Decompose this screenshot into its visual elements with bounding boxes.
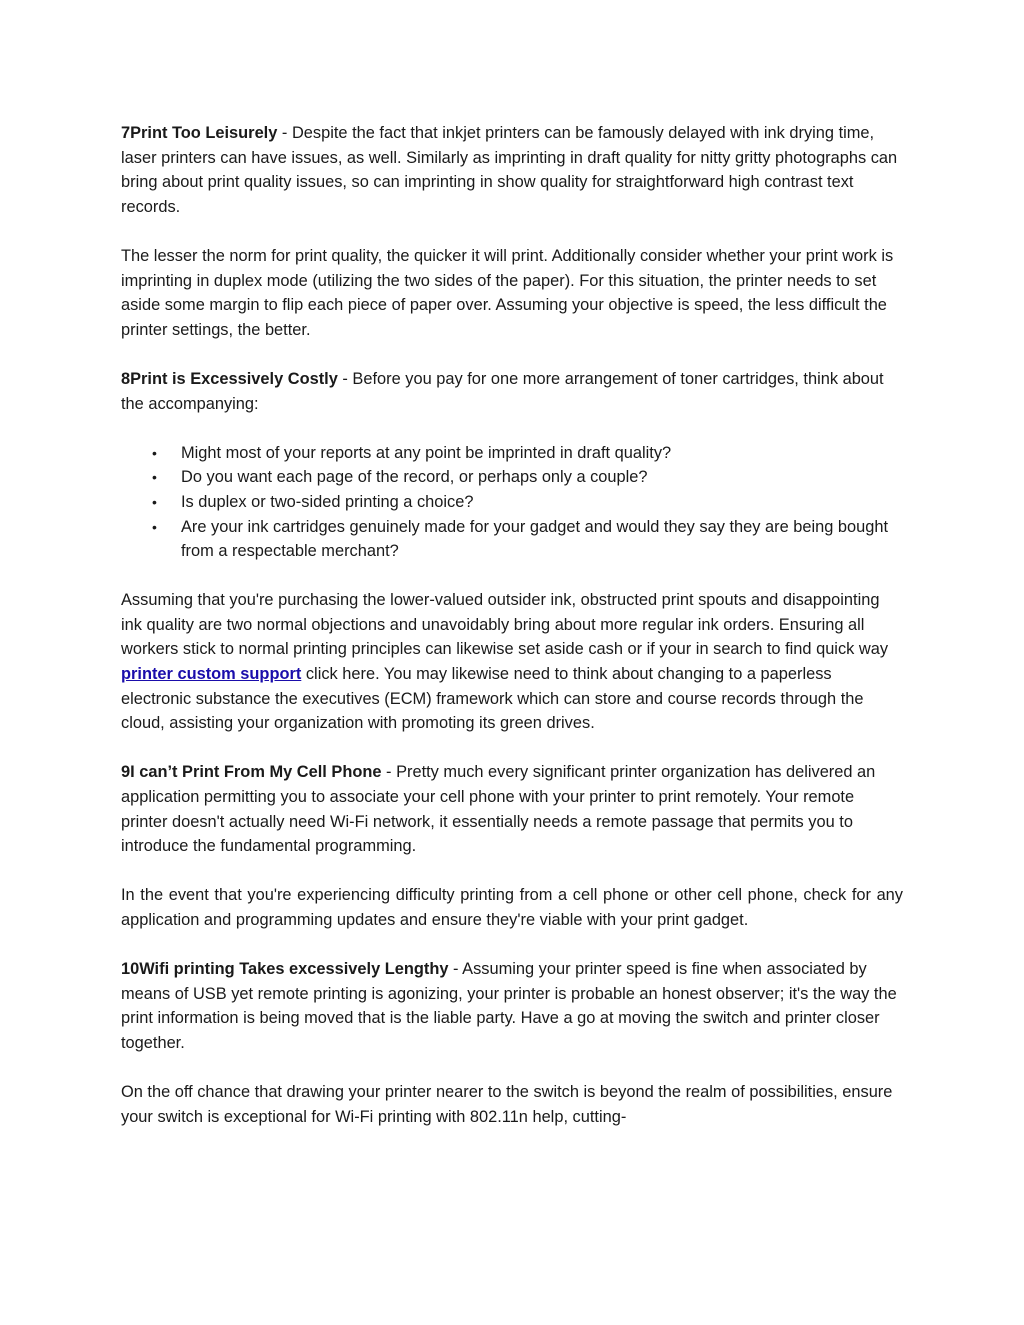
list-item	[121, 441, 903, 466]
paragraph-print-too-leisurely	[121, 121, 903, 219]
list-item	[121, 515, 903, 564]
heading-wifi-lengthy: 10Wifi printing Takes excessively Lengthy	[121, 960, 449, 979]
paragraph-text: On the off chance that drawing your printer nearer to the switch is beyond the realm of possibilities, ensure your switch is exceptional for Wi-Fi printing with 802.11n help, cutting-	[121, 1083, 893, 1126]
bullet-icon: •	[152, 444, 157, 461]
heading-separator: -	[277, 124, 292, 142]
bullet-icon: •	[152, 493, 157, 510]
list-item-text: Are your ink cartridges genuinely made for your gadget and would they say they are being bought from a respectable merchant?	[181, 517, 889, 561]
paragraph-text: Assuming your printer speed is fine when associated by means of USB yet remote printing is agonizing, your printer is probable an honest observer; it's the way the print information is being moved that is the liable party. Have a go at moving the switch and printer closer together.	[121, 960, 897, 1052]
list-item-text: Is duplex or two-sided printing a choice?	[181, 492, 474, 511]
paragraph-cell-phone-updates	[121, 883, 903, 932]
list-item	[121, 465, 903, 490]
paragraph-print-quality	[121, 244, 903, 342]
heading-print-costly: 8Print is Excessively Costly	[121, 369, 338, 388]
document-page	[121, 121, 903, 1154]
paragraph-text: In the event that you're experiencing difficulty printing from a cell phone or other cell phone, check for any application and programming updates and ensure they're viable with your print gadget.	[121, 886, 903, 929]
heading-separator: -	[381, 763, 397, 782]
paragraph-switch-nearer	[121, 1080, 903, 1129]
heading-separator: -	[448, 960, 463, 979]
paragraph-cell-phone	[121, 760, 903, 858]
paragraph-outsider-ink	[121, 588, 903, 736]
paragraph-text: Before you pay for one more arrangement of toner cartridges, think about the accompanying:	[121, 369, 884, 413]
paragraph-text: Assuming that you're purchasing the lower-valued outsider ink, obstructed print spouts and disappointing ink quality are two normal objections and unavoidably bring about more regular ink orders. Ensuring all workers stick to normal printing principles can likewise set aside cash or if your in search to find quick way	[121, 591, 889, 659]
paragraph-text: The lesser the norm for print quality, the quicker it will print. Additionally consider whether your print work is imprinting in duplex mode (utilizing the two sides of the paper). For this situation, the printer needs to set aside some margin to flip each piece of paper over. Assuming your objective is speed, the less difficult the printer settings, the better.	[121, 246, 894, 339]
heading-print-too-leisurely: 7Print Too Leisurely	[121, 124, 278, 142]
paragraph-text: click here. You may likewise need to think about changing to a paperless electronic substance the executives (ECM) framework which can store and course records through the cloud, assisting your organization with promoting its green drives.	[121, 665, 864, 733]
paragraph-text: Despite the fact that inkjet printers can be famously delayed with ink drying time, laser printers can have issues, as well. Similarly as imprinting in draft quality for nitty gritty photographs can bring about print quality issues, so can imprinting in show quality for straightforward high contrast text records.	[121, 124, 898, 216]
bullet-list	[121, 441, 903, 564]
list-item-text: Might most of your reports at any point be imprinted in draft quality?	[181, 443, 672, 462]
bullet-icon: •	[152, 469, 157, 486]
heading-separator: -	[337, 369, 353, 388]
heading-cell-phone: 9I can’t Print From My Cell Phone	[121, 763, 382, 782]
list-item-text: Do you want each page of the record, or perhaps only a couple?	[181, 468, 648, 487]
list-item	[121, 490, 903, 515]
paragraph-text: Pretty much every significant printer organization has delivered an application permitting you to associate your cell phone with your printer to print remotely. Your remote printer doesn't actually need Wi-Fi network, it essentially needs a remote passage that permits you to introduce the fundamental programming.	[121, 763, 876, 856]
paragraph-wifi-lengthy	[121, 957, 903, 1055]
bullet-icon: •	[152, 518, 157, 535]
paragraph-print-costly	[121, 367, 903, 416]
printer-custom-support-link[interactable]: printer custom support	[121, 665, 302, 684]
